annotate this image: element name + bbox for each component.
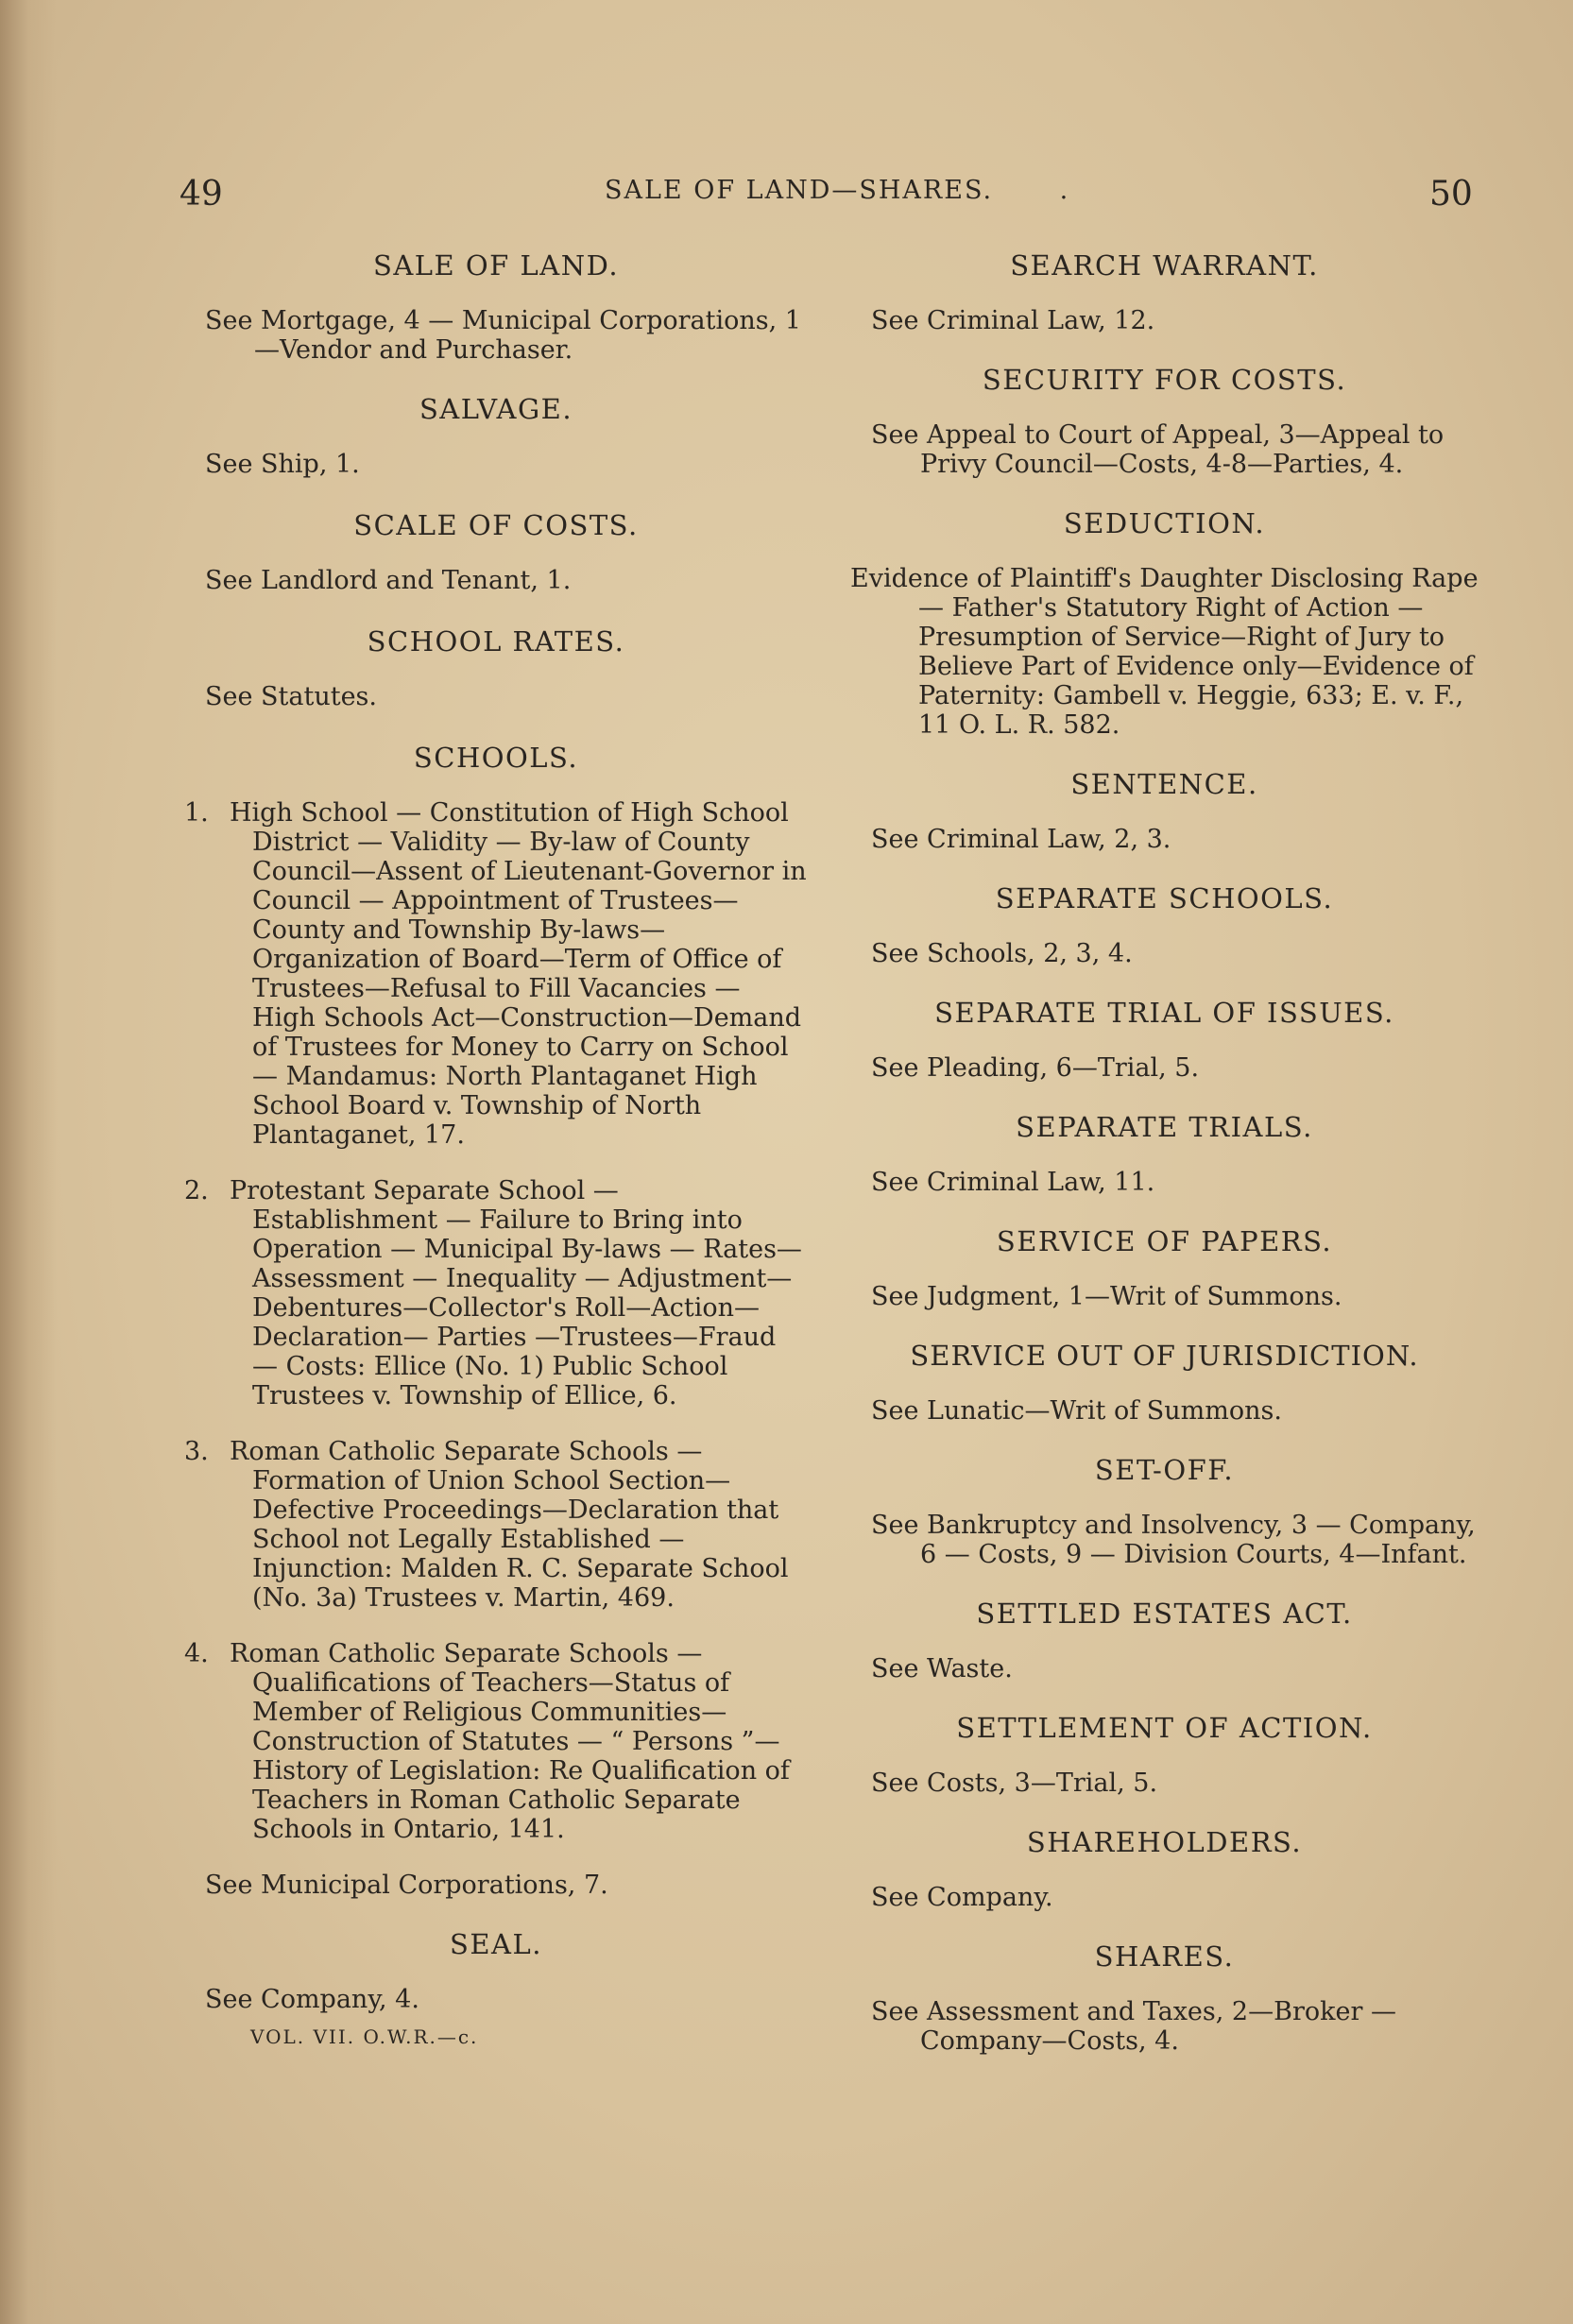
ref-security-for-costs: See Appeal to Court of Appeal, 3—Appeal to Privy Council—Costs, 4-8—Parties, 4. [871, 420, 1445, 479]
schools-entry-4 [184, 1639, 808, 1844]
running-head [605, 176, 1069, 205]
ref-service-out-of-jurisdiction: See Lunatic—Writ of Summons. [871, 1396, 1282, 1426]
heading-schools: SCHOOLS. [413, 742, 579, 774]
entry-text: Protestant Separate School — Establishment — Failure to Bring into Operation — Municipal By-laws — Rates—Assessment — Inequality — Adjustment—Debentures—Collector's Roll—Action—Declaration— Parties —Trustees—Fraud — Costs: Ellice (No. 1) Public School Trustees v. Township of Ellice, 6. [230, 1176, 802, 1410]
heading-scale-of-costs: SCALE OF COSTS. [353, 509, 639, 541]
heading-seduction: SEDUCTION. [1063, 507, 1266, 539]
running-head-title: SALE OF LAND—SHARES. [605, 176, 994, 205]
ref-search-warrant: See Criminal Law, 12. [871, 306, 1155, 335]
schools-entry-1 [184, 798, 808, 1150]
ref-shares: See Assessment and Taxes, 2—Broker —Company—Costs, 4. [871, 1997, 1396, 2056]
schools-entry-2 [184, 1176, 808, 1410]
right-column [850, 248, 1479, 2082]
ref-shareholders: See Company. [871, 1883, 1053, 1912]
heading-school-rates: SCHOOL RATES. [367, 625, 625, 658]
entry-number: 2. [184, 1176, 209, 1205]
page-number-left: 49 [180, 175, 223, 214]
ref-separate-trial-of-issues: See Pleading, 6—Trial, 5. [871, 1053, 1200, 1083]
heading-sale-of-land: SALE OF LAND. [372, 249, 620, 282]
entry-text: Roman Catholic Separate Schools — Qualifications of Teachers—Status of Member of Religious Communities—Construction of Statutes — “ Persons ”—History of Legislation: Re Qualification of Teachers in Roman Catholic Separate Schools in Ontario, 141. [230, 1639, 790, 1844]
heading-search-warrant: SEARCH WARRANT. [1010, 249, 1319, 282]
entry-number: 1. [184, 798, 209, 828]
heading-settled-estates-act: SETTLED ESTATES ACT. [976, 1598, 1353, 1630]
ref-settlement-of-action: See Costs, 3—Trial, 5. [871, 1769, 1158, 1798]
entry-number: 4. [184, 1639, 209, 1668]
ref-service-of-papers: See Judgment, 1—Writ of Summons. [871, 1282, 1342, 1311]
heading-separate-schools: SEPARATE SCHOOLS. [995, 882, 1334, 914]
ref-settled-estates-act: See Waste. [871, 1654, 1013, 1683]
binding-gutter [0, 0, 57, 2324]
ref-scale-of-costs: See Landlord and Tenant, 1. [205, 566, 572, 595]
heading-separate-trial-of-issues: SEPARATE TRIAL OF ISSUES. [934, 997, 1394, 1029]
ref-separate-trials: See Criminal Law, 11. [871, 1168, 1155, 1197]
ref-set-off: See Bankruptcy and Insolvency, 3 — Company, 6 — Costs, 9 — Division Courts, 4—Infant. [871, 1511, 1476, 1569]
ref-sentence: See Criminal Law, 2, 3. [871, 825, 1171, 854]
heading-service-out-of-jurisdiction: SERVICE OUT OF JURISDICTION. [910, 1340, 1419, 1372]
ref-seal: See Company, 4. [205, 1985, 419, 2014]
heading-service-of-papers: SERVICE OF PAPERS. [996, 1225, 1333, 1257]
entry-number: 3. [184, 1437, 209, 1466]
heading-set-off: SET-OFF. [1094, 1454, 1235, 1486]
running-head-dot: . [1059, 176, 1070, 205]
heading-shareholders: SHAREHOLDERS. [1026, 1826, 1303, 1858]
ref-salvage: See Ship, 1. [205, 450, 360, 479]
heading-settlement-of-action: SETTLEMENT OF ACTION. [956, 1712, 1373, 1744]
heading-seal: SEAL. [450, 1928, 542, 1960]
heading-separate-trials: SEPARATE TRIALS. [1016, 1111, 1313, 1143]
entry-text: Roman Catholic Separate Schools — Formation of Union School Section—Defective Proceedings—Declaration that School not Legally Established —Injunction: Malden R. C. Separate School (No. 3a) Trustees v. Martin, 469. [230, 1437, 789, 1613]
ref-seduction: Evidence of Plaintiff's Daughter Disclosing Rape — Father's Statutory Right of Action — Presumption of Service—Right of Jury to Believe Part of Evidence only—Evidence of Paternity: Gambell v. Heggie, 633; E. v. F., 11 O. L. R. 582. [850, 564, 1479, 740]
ref-schools-see: See Municipal Corporations, 7. [205, 1871, 608, 1900]
heading-shares: SHARES. [1094, 1940, 1235, 1973]
page-number-right: 50 [1429, 175, 1473, 214]
heading-salvage: SALVAGE. [419, 393, 573, 425]
entry-text: High School — Constitution of High School District — Validity — By-law of County Council—Assent of Lieutenant-Governor in Council — Appointment of Trustees—County and Township By-laws—Organization of Board—Term of Office of Trustees—Refusal to Fill Vacancies — High Schools Act—Construction—Demand of Trustees for Money to Carry on School — Mandamus: North Plantaganet High School Board v. Township of North Plantaganet, 17. [230, 798, 807, 1150]
ref-school-rates: See Statutes. [205, 682, 377, 711]
volume-footer: VOL. VII. O.W.R.—c. [250, 2025, 479, 2048]
ref-separate-schools: See Schools, 2, 3, 4. [871, 939, 1133, 968]
left-column [184, 248, 808, 2048]
heading-sentence: SENTENCE. [1070, 768, 1258, 800]
schools-entry-3 [184, 1437, 808, 1613]
heading-security-for-costs: SECURITY FOR COSTS. [982, 364, 1347, 396]
ref-sale-of-land: See Mortgage, 4 — Municipal Corporations, 1—Vendor and Purchaser. [205, 306, 801, 365]
